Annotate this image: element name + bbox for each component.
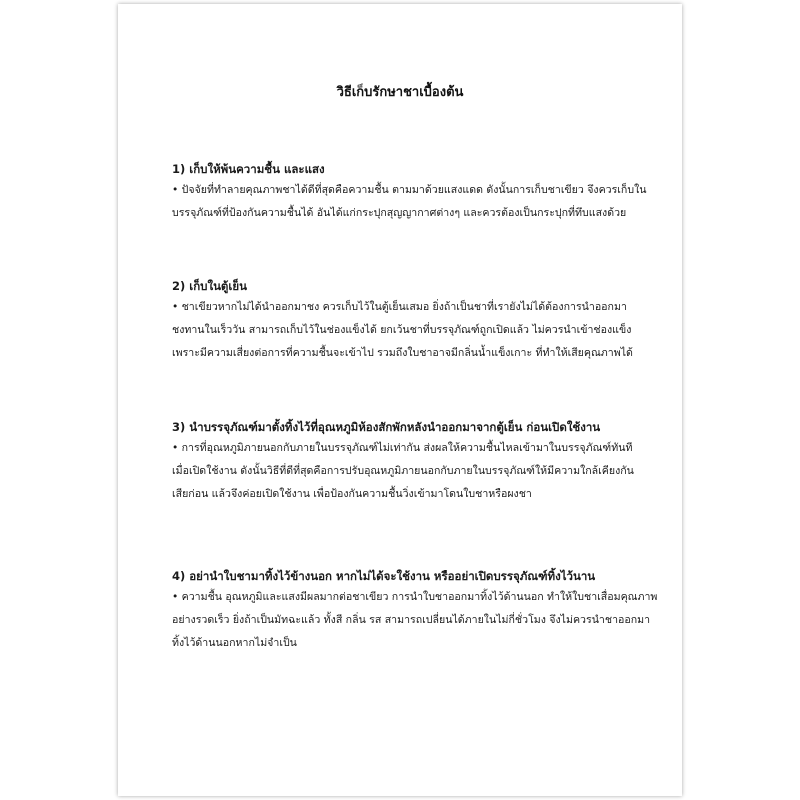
section-heading: 4) อย่านำใบชามาทิ้งไว้ข้างนอก หากไม่ได้จะใช้งาน หรืออย่าเปิดบรรจุภัณฑ์ทิ้งไว้นาน — [172, 569, 596, 583]
body-line: เมื่อเปิดใช้งาน ดังนั้นวิธีที่ดีที่สุดคือการปรับอุณหภูมิภายนอกกับภายในบรรจุภัณฑ์ให้มีความใกล้เคียงกัน — [172, 465, 634, 477]
section-2 — [172, 276, 664, 365]
section-body — [172, 179, 664, 225]
body-line: • ปัจจัยที่ทำลายคุณภาพชาได้ดีที่สุดคือความชื้น ตามมาด้วยแสงแดด ดังนั้นการเก็บชาเขียว จึงควรเก็บใน — [172, 184, 647, 196]
section-heading: 2) เก็บในตู้เย็น — [172, 279, 247, 293]
body-line: อย่างรวดเร็ว ยิ่งถ้าเป็นมัทฉะแล้ว ทั้งสี กลิ่น รส สามารถเปลี่ยนได้ภายในไม่กี่ชั่วโมง จึงไม่ควรนำชาออกมา — [172, 614, 651, 626]
body-line: ทิ้งไว้ด้านนอกหากไม่จำเป็น — [172, 637, 297, 649]
document-title: วิธีเก็บรักษาชาเบื้องต้น — [336, 85, 464, 100]
body-line: บรรจุภัณฑ์ที่ป้องกันความชื้นได้ อันได้แก่กระปุกสุญญากาศต่างๆ และควรต้องเป็นกระปุกที่ทึบแสงด้วย — [172, 207, 627, 219]
section-body — [172, 296, 664, 365]
section-heading: 3) นำบรรจุภัณฑ์มาตั้งทิ้งไว้ที่อุณหภูมิห้องสักพักหลังนำออกมาจากตู้เย็น ก่อนเปิดใช้งาน — [172, 420, 601, 434]
section-4 — [172, 566, 664, 655]
body-line: • ชาเขียวหากไม่ได้นำออกมาชง ควรเก็บไว้ในตู้เย็นเสมอ ยิ่งถ้าเป็นชาที่เรายังไม่ได้ต้องการนำออกมา — [172, 301, 627, 313]
section-heading: 1) เก็บให้พ้นความชื้น และแสง — [172, 162, 325, 176]
section-body — [172, 586, 664, 655]
section-1 — [172, 159, 664, 225]
body-line: • การที่อุณหภูมิภายนอกกับภายในบรรจุภัณฑ์ไม่เท่ากัน ส่งผลให้ความชื้นไหลเข้ามาในบรรจุภัณฑ์ทันที — [172, 442, 633, 454]
body-line: • ความชื้น อุณหภูมิและแสงมีผลมากต่อชาเขียว การนำใบชาออกมาทิ้งไว้ด้านนอก ทำให้ใบชาเสื่อมคุณภาพ — [172, 591, 658, 603]
body-line: เสียก่อน แล้วจึงค่อยเปิดใช้งาน เพื่อป้องกันความชื้นวิ่งเข้ามาโดนใบชาหรือผงชา — [172, 488, 532, 500]
document-page — [118, 4, 682, 796]
section-3 — [172, 417, 664, 506]
body-line: ชงทานในเร็ววัน สามารถเก็บไว้ในช่องแข็งได้ ยกเว้นชาที่บรรจุภัณฑ์ถูกเปิดแล้ว ไม่ควรนำเข้าช่องแข็ง — [172, 324, 632, 336]
body-line: เพราะมีความเสี่ยงต่อการที่ความชื้นจะเข้าไป รวมถึงใบชาอาจมีกลิ่นน้ำแข็งเกาะ ที่ทำให้เสียคุณภาพได้ — [172, 347, 633, 359]
section-body — [172, 437, 664, 506]
